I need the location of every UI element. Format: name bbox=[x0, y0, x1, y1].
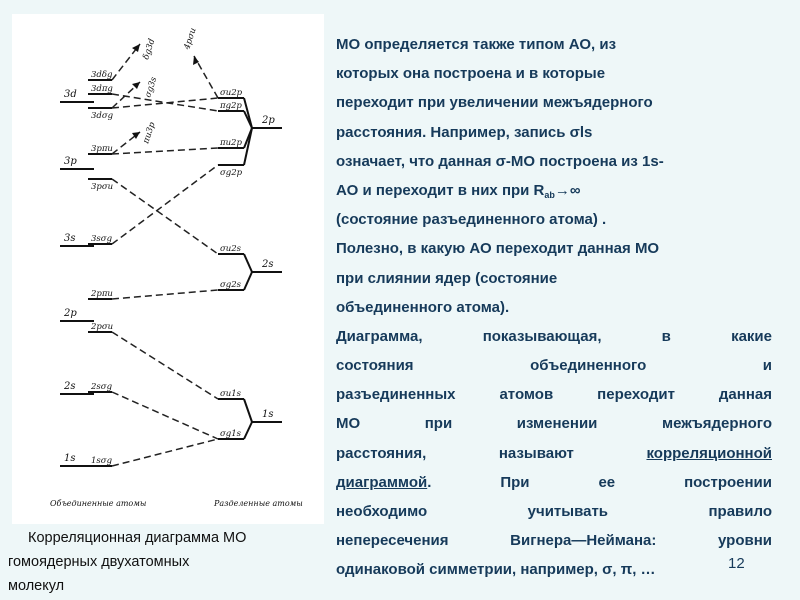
text-fragment: →∞ bbox=[554, 181, 581, 199]
subscript-ab: ab bbox=[544, 189, 555, 200]
mo-2pσu: 2pσu bbox=[91, 322, 114, 332]
mo-σg1s: σg1s bbox=[220, 429, 242, 439]
text-line: объединенного атома). bbox=[336, 298, 510, 316]
text-line: необходимо учитывать правило bbox=[336, 503, 772, 520]
mo-πu2p: πu2p bbox=[220, 138, 242, 148]
mo-4pσu: 4pσu bbox=[182, 26, 199, 51]
text-line: непересечения Вигнера—Неймана: уровни bbox=[336, 532, 772, 550]
text-line: разъединенных атомов переходит данная bbox=[336, 386, 772, 404]
text-line: которых она построена и в которые bbox=[336, 65, 606, 83]
text-fragment: АО и переходит в них при R bbox=[336, 181, 545, 199]
mo-3dπg: 3dπg bbox=[91, 84, 113, 94]
separated-level-2p: 2p bbox=[262, 115, 275, 126]
mo-3dδg: 3dδg bbox=[91, 70, 113, 80]
correlation-diagram bbox=[12, 14, 324, 524]
text-line: одинаковой симметрии, например, σ, π, … bbox=[336, 561, 656, 579]
underlined-term: корреляционной bbox=[646, 444, 772, 462]
united-level-2s: 2s bbox=[64, 381, 76, 392]
text-line: расстояния. Например, запись σls bbox=[336, 123, 593, 141]
figure-caption bbox=[8, 526, 308, 598]
text-line: переходит при увеличении межъядерного bbox=[336, 94, 653, 112]
left-axis-label: Объединенные атомы bbox=[50, 499, 147, 508]
mo-3pπu: 3pπu bbox=[91, 144, 113, 154]
text-fragment: . При ее построении bbox=[427, 473, 772, 491]
separated-level-1s: 1s bbox=[262, 409, 274, 420]
text-line bbox=[336, 176, 772, 205]
caption-line-3: молекул bbox=[8, 578, 65, 594]
caption-line-1: Корреляционная диаграмма МО bbox=[28, 530, 247, 546]
mo-δg3d: δg3d bbox=[141, 37, 158, 61]
right-axis-label: Разделенные атомы bbox=[214, 499, 303, 508]
text-line: Полезно, в какую АО переходит данная МО bbox=[336, 240, 660, 258]
mo-σg2p: σg2p bbox=[220, 168, 243, 178]
separated-level-2s: 2s bbox=[262, 259, 274, 270]
underlined-term: диаграммой bbox=[336, 473, 428, 491]
mo-πu3p: πu3p bbox=[141, 120, 158, 145]
text-line: (состояние разъединенного атома) . bbox=[336, 211, 607, 229]
mo-σu1s: σu1s bbox=[220, 389, 242, 399]
mo-σu2s: σu2s bbox=[220, 244, 242, 254]
text-line: при слиянии ядер (состояние bbox=[336, 269, 558, 287]
mo-3sσg: 3sσg bbox=[91, 234, 113, 244]
text-line: состояния объединенного и bbox=[336, 357, 772, 375]
mo-3dσg: 3dσg bbox=[91, 111, 114, 121]
text-line: МО определяется также типом АО, из bbox=[336, 36, 617, 53]
slide-number: 12 bbox=[728, 555, 745, 572]
text-line bbox=[336, 468, 772, 497]
mo-2sσg: 2sσg bbox=[91, 382, 113, 392]
mo-σg2s: σg2s bbox=[220, 280, 242, 290]
mo-3pσu: 3pσu bbox=[91, 182, 114, 192]
mo-2pπu: 2pπu bbox=[91, 289, 113, 299]
text-line bbox=[336, 439, 772, 468]
mo-πg2p: πg2p bbox=[220, 101, 242, 111]
correlation-diagram-svg bbox=[12, 14, 324, 524]
slide-body-text bbox=[336, 30, 772, 585]
text-line: означает, что данная σ-МО построена из 1s- bbox=[336, 152, 664, 170]
united-level-3p: 3p bbox=[64, 156, 77, 167]
mo-σu2p: σu2p bbox=[220, 88, 243, 98]
mo-σg3s: σg3s bbox=[143, 75, 160, 99]
united-level-1s: 1s bbox=[64, 453, 76, 464]
caption-line-2: гомоядерных двухатомных bbox=[8, 554, 190, 570]
text-fragment: расстояния, называют bbox=[336, 444, 647, 462]
united-level-3s: 3s bbox=[64, 233, 76, 244]
mo-1sσg: 1sσg bbox=[91, 456, 113, 466]
united-level-2p: 2p bbox=[64, 308, 77, 319]
united-level-3d: 3d bbox=[64, 89, 77, 100]
text-line: Диаграмма, показывающая, в какие bbox=[336, 327, 772, 345]
text-line: МО при изменении межъядерного bbox=[336, 415, 772, 433]
